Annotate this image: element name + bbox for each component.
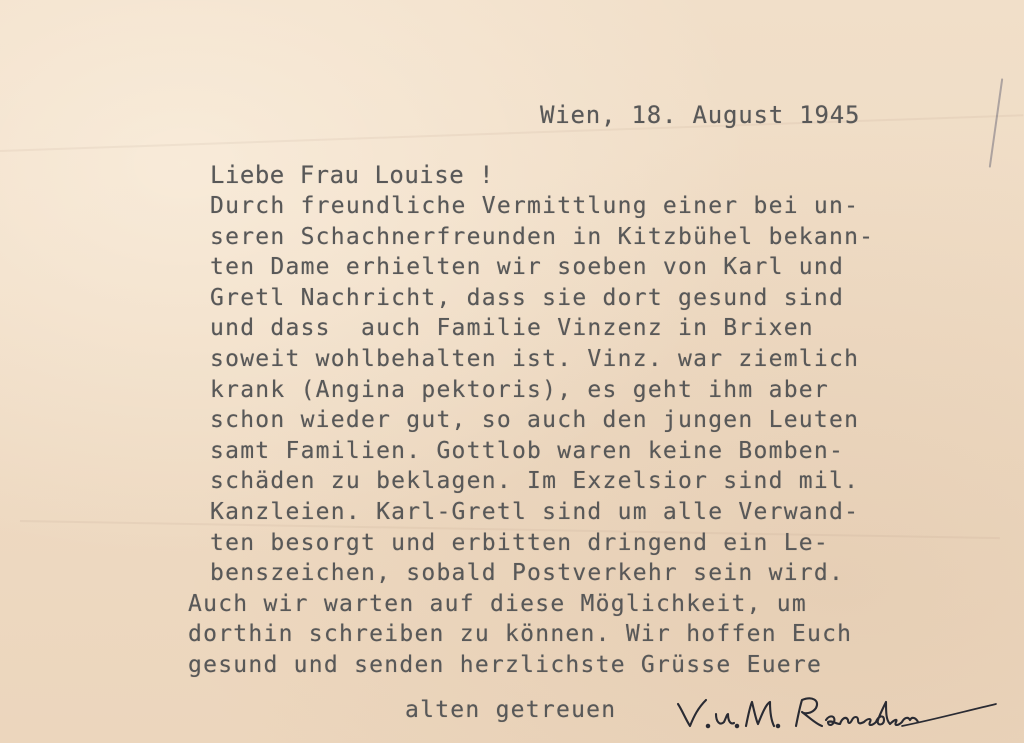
letter-line: Auch wir warten auf diese Möglichkeit, um bbox=[188, 590, 807, 617]
letter-line: ten Dame erhielten wir soeben von Karl und bbox=[210, 254, 845, 281]
letter-line: ten besorgt und erbitten dringend ein Le- bbox=[210, 529, 829, 556]
letter-body bbox=[0, 191, 874, 681]
letter-date: Wien, 18. August 1945 bbox=[540, 101, 861, 129]
paper-crease bbox=[0, 114, 1023, 152]
letter-line: Durch freundliche Vermittlung einer bei un- bbox=[210, 193, 860, 219]
handwritten-signature bbox=[670, 690, 1010, 740]
letter-line: benszeichen, sobald Postverkehr sein wird. bbox=[210, 560, 845, 587]
letter-line: krank (Angina pektoris), es geht ihm aber bbox=[210, 376, 829, 403]
pencil-mark bbox=[989, 78, 1004, 167]
letter-line: dorthin schreiben zu können. Wir hoffen Euch bbox=[188, 621, 853, 648]
letter-line: Kanzleien. Karl-Gretl sind um alle Verwand- bbox=[210, 498, 860, 525]
letter-line: Gretl Nachricht, dass sie dort gesund sind bbox=[210, 284, 845, 311]
closing-row bbox=[405, 692, 616, 728]
letter-greeting: Liebe Frau Louise ! bbox=[210, 161, 495, 189]
letter-line: schäden zu beklagen. Im Exzelsior sind mil. bbox=[210, 468, 860, 495]
letter-line: seren Schachnerfreunden in Kitzbühel bekann- bbox=[210, 223, 875, 250]
letter-line: samt Familien. Gottlob waren keine Bomben- bbox=[210, 437, 845, 464]
letter-closing: alten getreuen bbox=[405, 697, 617, 723]
letter-line: soweit wohlbehalten ist. Vinz. war ziemlich bbox=[210, 345, 860, 372]
letter-line: und dass auch Familie Vinzenz in Brixen bbox=[210, 315, 814, 342]
letter-line: gesund und senden herzlichste Grüsse Euere bbox=[188, 651, 823, 678]
letter-line: schon wieder gut, so auch den jungen Leuten bbox=[210, 407, 860, 434]
